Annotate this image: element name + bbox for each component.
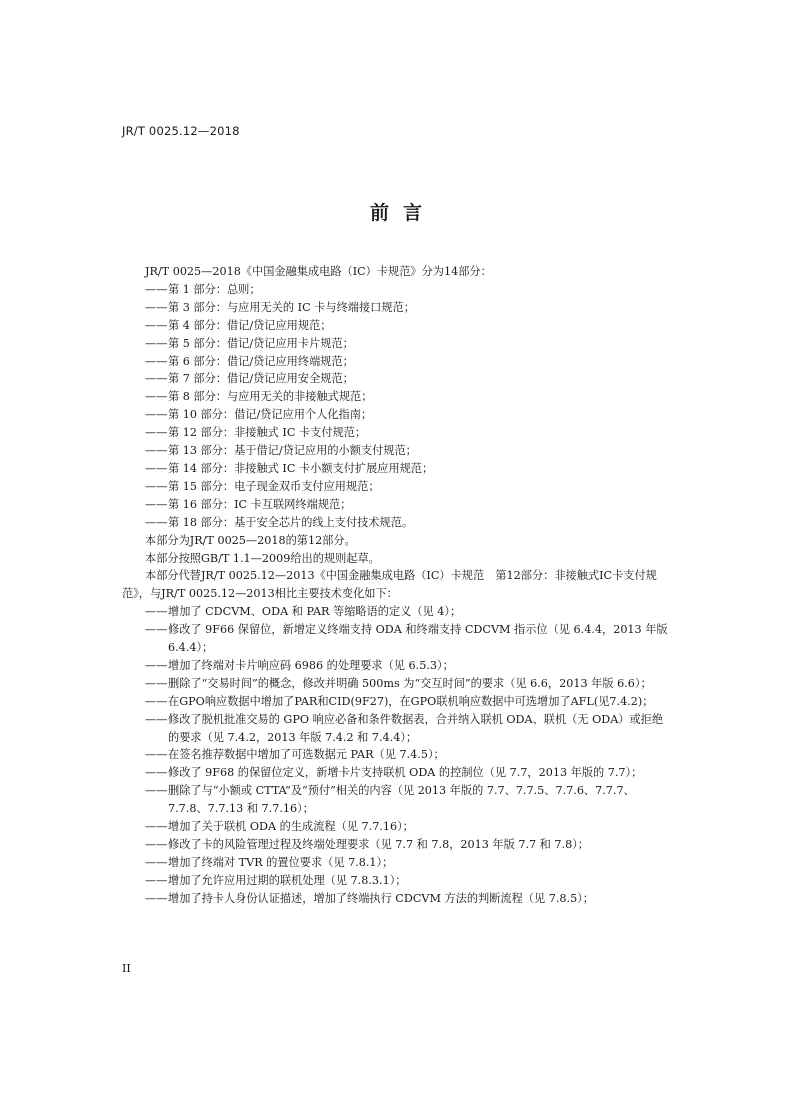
page-number: II (122, 962, 131, 975)
change-item (122, 764, 668, 782)
drafting-statement: 本部分按照GB/T 1.1—2009给出的规则起草。 (145, 551, 380, 565)
page-title: 前言 (369, 202, 436, 224)
part-item-text: 第 3 部分：与应用无关的 IC 卡与终端接口规范； (168, 300, 415, 314)
list-dash: —— (145, 300, 168, 314)
part-item (122, 478, 668, 496)
changes-list (122, 603, 668, 907)
part-item (122, 353, 668, 371)
list-dash: —— (145, 766, 168, 780)
part-item-text: 第 4 部分：借记/贷记应用规范； (168, 318, 332, 332)
list-dash: —— (145, 354, 168, 368)
part-item-text: 第 14 部分：非接触式 IC 卡小额支付扩展应用规范； (168, 461, 434, 475)
change-item (122, 818, 668, 836)
list-dash: —— (145, 658, 168, 672)
list-dash: —— (145, 426, 168, 440)
list-dash: —— (145, 515, 168, 529)
list-dash: —— (145, 838, 168, 851)
change-item (122, 657, 668, 675)
list-dash: —— (145, 497, 168, 511)
part-item (122, 460, 668, 478)
change-item-text: 增加了允许应用过期的联机处理（见 7.8.3.1）； (168, 873, 407, 887)
list-dash: —— (145, 318, 168, 332)
change-item-text: 增加了关于联机 ODA 的生成流程（见 7.7.16）； (168, 820, 414, 834)
part-item (122, 335, 668, 353)
list-dash: —— (145, 479, 168, 493)
change-item-text: 修改了脱机批准交易的 GPO 响应必备和条件数据表，合并纳入联机 ODA、联机（无 ODA）或拒绝的要求（见 7.4.2，2013 年版 7.4.2 和 7.4.4）； (168, 712, 664, 744)
part-item-text: 第 16 部分：IC 卡互联网终端规范； (168, 497, 352, 511)
part-item-text: 第 6 部分：借记/贷记应用终端规范； (168, 354, 354, 368)
parts-list (122, 281, 668, 532)
part-item (122, 299, 668, 317)
list-dash: —— (145, 282, 168, 296)
change-item (122, 711, 668, 747)
change-item-text: 修改了 9F66 保留位，新增定义终端支持 ODA 和终端支持 CDCVM 指示位（见 6.4.4，2013 年版 6.4.4）； (168, 623, 668, 655)
change-item (122, 836, 668, 854)
list-dash: —— (145, 390, 168, 404)
part-item-text: 第 12 部分：非接触式 IC 卡支付规范； (168, 426, 367, 440)
part-item (122, 442, 668, 460)
list-dash: —— (145, 784, 168, 798)
part-item-text: 第 10 部分：借记/贷记应用个人化指南； (168, 408, 373, 422)
change-item (122, 746, 668, 764)
part-item (122, 514, 668, 532)
list-dash: —— (145, 605, 168, 619)
part-item-text: 第 18 部分：基于安全芯片的线上支付技术规范。 (168, 515, 414, 529)
list-dash: —— (145, 820, 168, 834)
change-item-text: 增加了终端对 TVR 的置位要求（见 7.8.1）； (168, 855, 394, 869)
change-item (122, 693, 668, 711)
part-item-text: 第 15 部分：电子现金双币支付应用规范； (168, 479, 380, 493)
change-item (122, 890, 668, 908)
change-item-text: 增加了持卡人身份认证描述，增加了终端执行 CDCVM 方法的判断流程（见 7.8.5）； (168, 891, 594, 905)
list-dash: —— (145, 461, 168, 475)
standard-code: JR/T 0025.12—2018 (122, 124, 240, 138)
list-dash: —— (145, 372, 168, 386)
part-item (122, 281, 668, 299)
list-dash: —— (145, 444, 168, 458)
part-item (122, 406, 668, 424)
list-dash: —— (145, 873, 168, 887)
part-item-text: 第 13 部分：基于借记/贷记应用的小额支付规范； (168, 444, 417, 458)
this-part-statement: 本部分为JR/T 0025—2018的第12部分。 (145, 533, 356, 547)
part-item (122, 388, 668, 406)
list-dash: —— (145, 408, 168, 422)
change-item-text: 删除了“交易时间”的概念，修改并明确 500ms 为“交互时间”的要求（见 6.6，2013 年版 6.6）； (168, 676, 652, 690)
list-dash: —— (145, 748, 168, 762)
part-item-text: 第 1 部分：总则； (168, 282, 261, 296)
part-item (122, 496, 668, 514)
list-dash: —— (145, 676, 168, 690)
change-item (122, 603, 668, 621)
change-item-text: 在签名推荐数据中增加了可选数据元 PAR（见 7.4.5）； (168, 748, 445, 762)
change-item-text: 修改了 9F68 的保留位定义，新增卡片支持联机 ODA 的控制位（见 7.7，2013 年版的 7.7）； (168, 766, 643, 780)
replaces-statement: 本部分代替JR/T 0025.12—2013《中国金融集成电路（IC）卡规范 第12部分：非接触式IC卡支付规范》，与JR/T 0025.12—2013相比主要技术变化如下： (122, 569, 657, 601)
change-item (122, 782, 668, 818)
part-item (122, 317, 668, 335)
part-item-text: 第 5 部分：借记/贷记应用卡片规范； (168, 336, 354, 350)
change-item (122, 621, 668, 657)
list-dash: —— (145, 712, 168, 726)
change-item (122, 675, 668, 693)
foreword-body (122, 263, 668, 908)
part-item-text: 第 7 部分：借记/贷记应用安全规范； (168, 372, 354, 386)
change-item-text: 增加了 CDCVM、ODA 和 PAR 等缩略语的定义（见 4）； (168, 605, 462, 619)
list-dash: —— (145, 855, 168, 869)
change-item-text: 删除了与“小额或 CTTA”及“预付”相关的内容（见 2013 年版的 7.7、7.7.5、7.7.6、7.7.7、7.7.8、7.7.13 和 7.7.16）； (168, 784, 635, 816)
change-item (122, 854, 668, 872)
list-dash: —— (145, 891, 168, 905)
intro-lead: JR/T 0025—2018《中国金融集成电路（IC）卡规范》分为14部分： (145, 265, 492, 278)
list-dash: —— (145, 694, 168, 708)
list-dash: —— (145, 623, 168, 637)
part-item-text: 第 8 部分：与应用无关的非接触式规范； (168, 390, 373, 404)
part-item (122, 424, 668, 442)
list-dash: —— (145, 336, 168, 350)
change-item (122, 872, 668, 890)
change-item-text: 增加了终端对卡片响应码 6986 的处理要求（见 6.5.3）； (168, 658, 454, 672)
change-item-text: 在GPO响应数据中增加了PAR和CID(9F27)，在GPO联机响应数据中可选增加了AFL(见7.4.2)； (168, 694, 654, 708)
part-item (122, 370, 668, 388)
change-item-text: 修改了卡的风险管理过程及终端处理要求（见 7.7 和 7.8，2013 年版 7.7 和 7.8）； (168, 838, 589, 851)
